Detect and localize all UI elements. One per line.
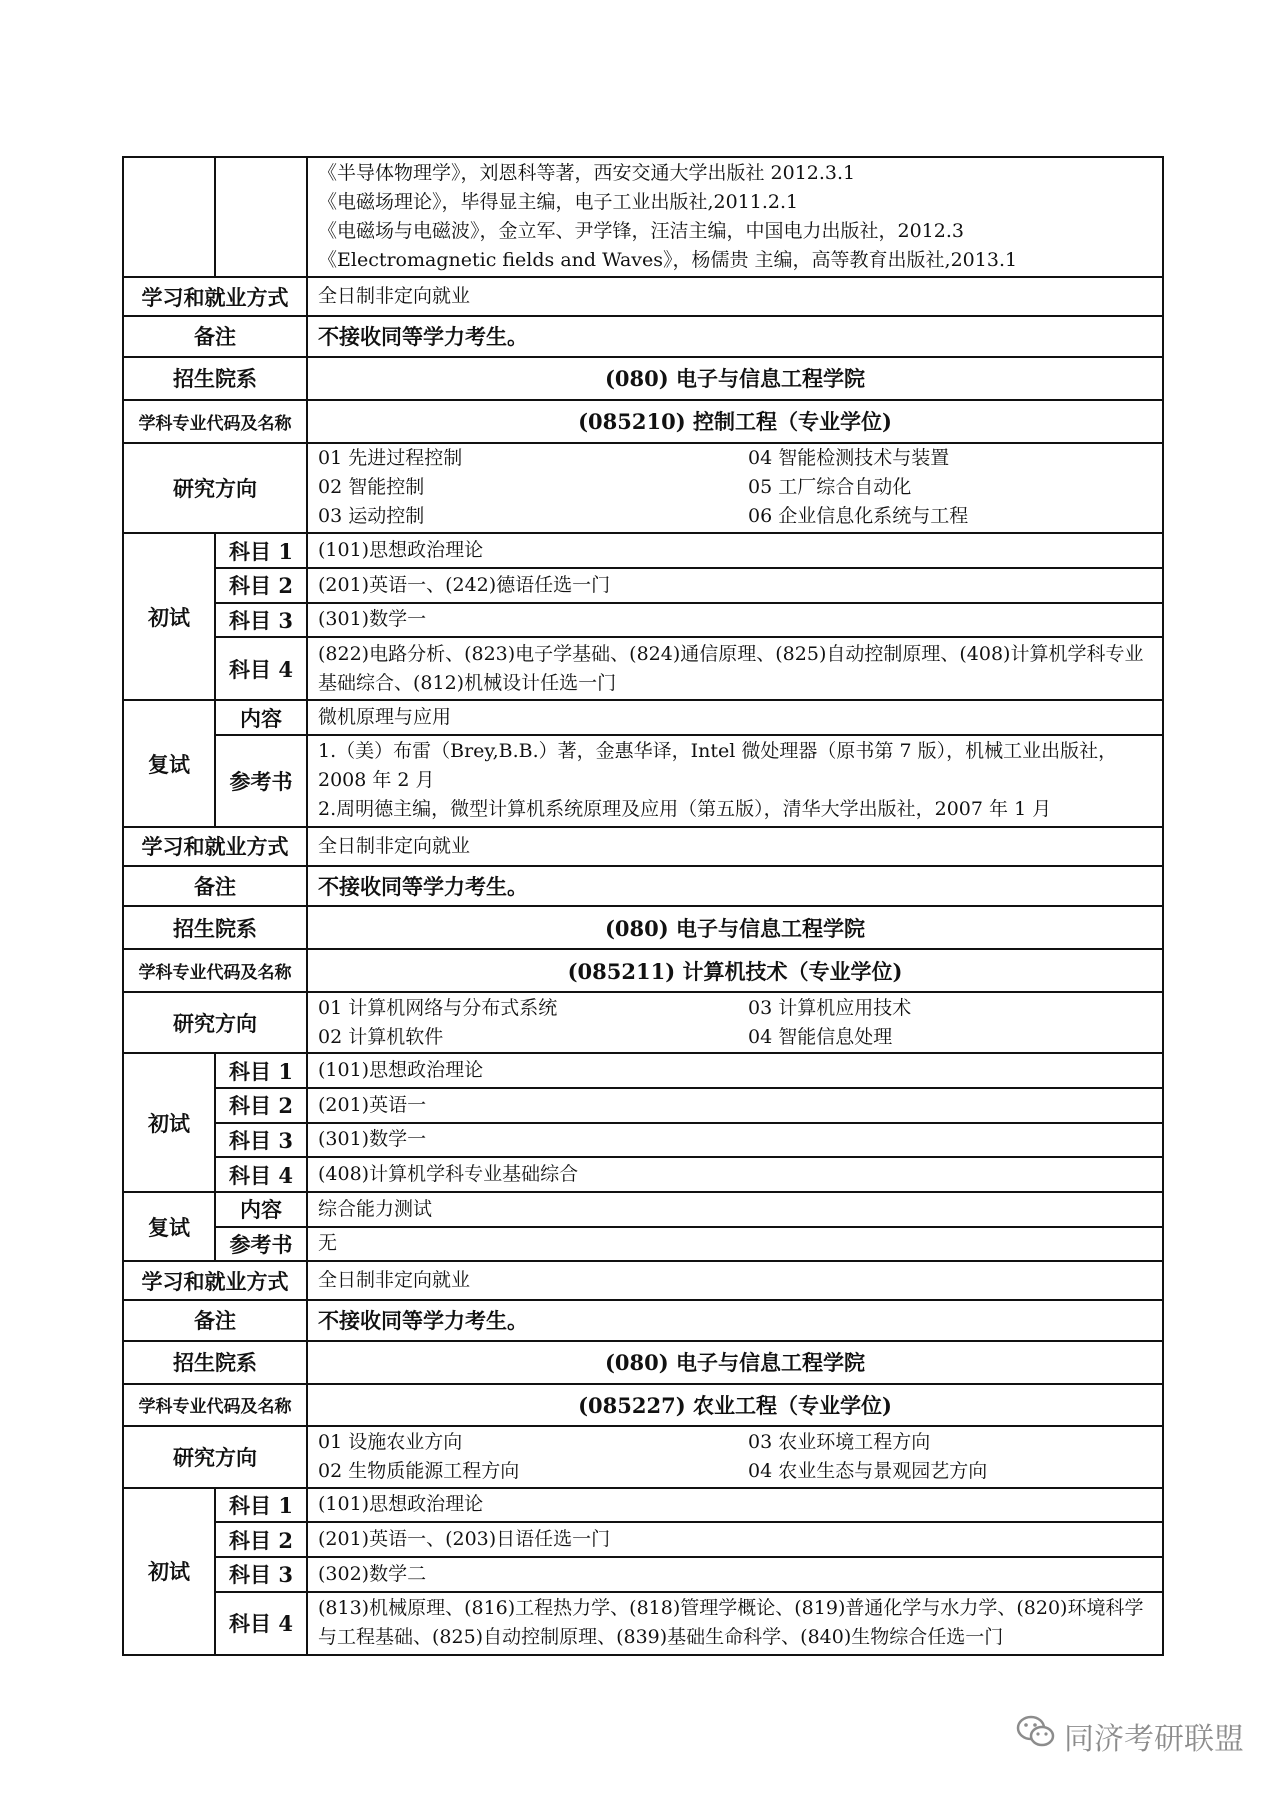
direction-item: 02 智能控制 (318, 476, 425, 499)
direction-item: 04 智能检测技术与装置 (748, 447, 950, 470)
retest-content-value: 综合能力测试 (307, 1192, 1163, 1227)
study-mode-value: 全日制非定向就业 (307, 1261, 1163, 1300)
retest-content-label: 内容 (215, 1192, 307, 1227)
dept-label: 招生院系 (123, 1341, 307, 1384)
subject-3-value: (301)数学一 (307, 603, 1163, 638)
subject-1-label: 科目 1 (215, 533, 307, 568)
table-row (123, 906, 1163, 949)
direction-item: 06 企业信息化系统与工程 (748, 505, 969, 528)
reference-book-line: 1.（美）布雷（Brey,B.B.）著，金惠华译，Intel 微处理器（原书第 7 版），机械工业出版社，2008 年 2 月 (318, 740, 1118, 792)
subject-4-label: 科目 4 (215, 1157, 307, 1192)
subject-2-value: (201)英语一、(242)德语任选一门 (307, 568, 1163, 603)
table-row (123, 735, 1163, 827)
wechat-icon (1016, 1715, 1064, 1757)
study-mode-label: 学习和就业方式 (123, 1261, 307, 1300)
direction-item: 01 先进过程控制 (318, 447, 463, 470)
table-row (123, 827, 1163, 866)
table-row (123, 568, 1163, 603)
dept-value: (080) 电子与信息工程学院 (307, 1341, 1163, 1384)
reference-book-line: 《电磁场理论》，毕得显主编，电子工业出版社,2011.2.1 (318, 191, 799, 214)
retest-label: 复试 (123, 700, 215, 826)
subject-3-label: 科目 3 (215, 1123, 307, 1158)
subject-4-label: 科目 4 (215, 637, 307, 700)
subject-3-value: (302)数学二 (307, 1557, 1163, 1592)
study-mode-value: 全日制非定向就业 (307, 827, 1163, 866)
retest-label: 复试 (123, 1192, 215, 1261)
note-value: 不接收同等学力考生。 (307, 866, 1163, 907)
subject-1-value: (101)思想政治理论 (307, 1053, 1163, 1088)
initial-exam-label: 初试 (123, 1488, 215, 1655)
subject-3-label: 科目 3 (215, 603, 307, 638)
reference-books-cell (307, 157, 1163, 277)
subject-2-label: 科目 2 (215, 1088, 307, 1123)
major-label: 学科专业代码及名称 (123, 949, 307, 992)
admissions-table (122, 156, 1164, 1656)
watermark (1016, 1714, 1244, 1758)
dept-label: 招生院系 (123, 357, 307, 400)
subject-3-value: (301)数学一 (307, 1123, 1163, 1158)
major-value: (085227) 农业工程（专业学位) (307, 1384, 1163, 1427)
subject-2-label: 科目 2 (215, 1522, 307, 1557)
subject-2-value: (201)英语一 (307, 1088, 1163, 1123)
direction-item: 03 运动控制 (318, 505, 425, 528)
note-label: 备注 (123, 316, 307, 357)
table-row (123, 1192, 1163, 1227)
table-row (123, 1300, 1163, 1341)
major-value: (085210) 控制工程（专业学位) (307, 400, 1163, 443)
subject-3-label: 科目 3 (215, 1557, 307, 1592)
direction-item: 02 计算机软件 (318, 1025, 444, 1048)
watermark-text: 同济考研联盟 (1064, 1722, 1244, 1757)
dept-label: 招生院系 (123, 906, 307, 949)
table-row (123, 400, 1163, 443)
table-row (123, 1157, 1163, 1192)
table-row (123, 1053, 1163, 1088)
table-row (123, 866, 1163, 907)
table-row (123, 1123, 1163, 1158)
note-label: 备注 (123, 1300, 307, 1341)
refbook-label: 参考书 (215, 735, 307, 827)
dept-value: (080) 电子与信息工程学院 (307, 906, 1163, 949)
subject-1-value: (101)思想政治理论 (307, 533, 1163, 568)
direction-list (307, 443, 1163, 534)
table-row (123, 1088, 1163, 1123)
table-row (123, 357, 1163, 400)
direction-list (307, 992, 1163, 1053)
direction-label: 研究方向 (123, 443, 307, 534)
subject-4-value: (822)电路分析、(823)电子学基础、(824)通信原理、(825)自动控制原理、(408)计算机学科专业基础综合、(812)机械设计任选一门 (307, 637, 1163, 700)
reference-book-line: 《Electromagnetic fields and Waves》，杨儒贵 主编，高等教育出版社,2013.1 (318, 249, 1018, 272)
table-row (123, 637, 1163, 700)
table-row (123, 992, 1163, 1053)
study-mode-label: 学习和就业方式 (123, 827, 307, 866)
reference-book-line: 《电磁场与电磁波》，金立军、尹学锋，汪洁主编，中国电力出版社，2012.3 (318, 220, 964, 243)
reference-book-line: 《半导体物理学》，刘恩科等著，西安交通大学出版社 2012.3.1 (318, 162, 856, 185)
table-row (123, 1488, 1163, 1523)
subject-1-label: 科目 1 (215, 1488, 307, 1523)
subject-2-value: (201)英语一、(203)日语任选一门 (307, 1522, 1163, 1557)
direction-item: 02 生物质能源工程方向 (318, 1459, 520, 1482)
subject-4-value: (408)计算机学科专业基础综合 (307, 1157, 1163, 1192)
table-row (123, 949, 1163, 992)
direction-label: 研究方向 (123, 1426, 307, 1487)
table-row (123, 1227, 1163, 1262)
refbook-value (307, 735, 1163, 827)
direction-item: 03 计算机应用技术 (748, 996, 912, 1019)
note-label: 备注 (123, 866, 307, 907)
table-row (123, 603, 1163, 638)
table-row (123, 1341, 1163, 1384)
direction-item: 03 农业环境工程方向 (748, 1430, 931, 1453)
refbook-value: 无 (307, 1227, 1163, 1262)
major-value: (085211) 计算机技术（专业学位) (307, 949, 1163, 992)
direction-item: 01 设施农业方向 (318, 1430, 463, 1453)
initial-exam-label: 初试 (123, 533, 215, 700)
table-row (123, 1426, 1163, 1487)
major-label: 学科专业代码及名称 (123, 1384, 307, 1427)
direction-item: 04 农业生态与景观园艺方向 (748, 1459, 988, 1482)
table-row (123, 1261, 1163, 1300)
table-row (123, 1592, 1163, 1656)
study-mode-label: 学习和就业方式 (123, 277, 307, 316)
direction-label: 研究方向 (123, 992, 307, 1053)
refbook-label: 参考书 (215, 1227, 307, 1262)
retest-content-label: 内容 (215, 700, 307, 735)
empty-cell (215, 157, 307, 277)
subject-1-value: (101)思想政治理论 (307, 1488, 1163, 1523)
direction-list (307, 1426, 1163, 1487)
retest-content-value: 微机原理与应用 (307, 700, 1163, 735)
subject-4-label: 科目 4 (215, 1592, 307, 1656)
direction-item: 01 计算机网络与分布式系统 (318, 996, 558, 1019)
subject-2-label: 科目 2 (215, 568, 307, 603)
table-row (123, 316, 1163, 357)
table-row (123, 157, 1163, 277)
subject-1-label: 科目 1 (215, 1053, 307, 1088)
major-label: 学科专业代码及名称 (123, 400, 307, 443)
direction-item: 04 智能信息处理 (748, 1025, 893, 1048)
table-row (123, 277, 1163, 316)
dept-value: (080) 电子与信息工程学院 (307, 357, 1163, 400)
table-row (123, 443, 1163, 534)
table-row (123, 1384, 1163, 1427)
initial-exam-label: 初试 (123, 1053, 215, 1192)
table-row (123, 1522, 1163, 1557)
reference-book-line: 2.周明德主编，微型计算机系统原理及应用（第五版），清华大学出版社，2007 年 1 月 (318, 798, 1052, 821)
table-row (123, 1557, 1163, 1592)
note-value: 不接收同等学力考生。 (307, 1300, 1163, 1341)
table-row (123, 533, 1163, 568)
study-mode-value: 全日制非定向就业 (307, 277, 1163, 316)
empty-cell (123, 157, 215, 277)
note-value: 不接收同等学力考生。 (307, 316, 1163, 357)
subject-4-value: (813)机械原理、(816)工程热力学、(818)管理学概论、(819)普通化学与水力学、(820)环境科学与工程基础、(825)自动控制原理、(839)基础生命科学、(840)生物综合任选一门 (307, 1592, 1163, 1656)
table-row (123, 700, 1163, 735)
direction-item: 05 工厂综合自动化 (748, 476, 912, 499)
